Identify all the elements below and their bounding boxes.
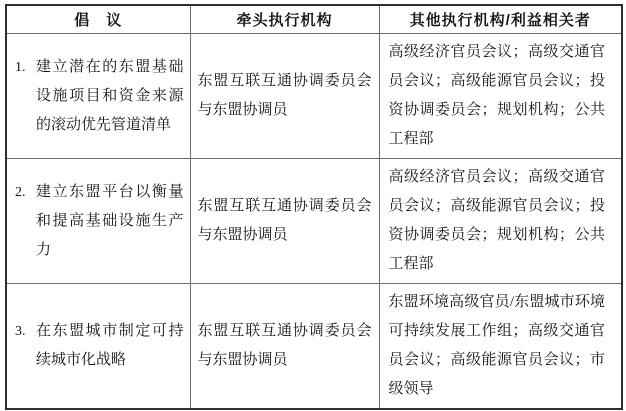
initiative-cell (6, 159, 190, 284)
header-row (6, 5, 622, 34)
stakeholders-cell: 高级经济官员会议；高级交通官员会议；高级能源官员会议；投资协调委员会；规划机构；公共工程部 (379, 159, 622, 284)
header-other-stakeholders: 其他执行机构/利益相关者 (379, 5, 622, 34)
row-number: 2. (15, 184, 26, 200)
lead-agency-cell: 东盟互联互通协调委员会与东盟协调员 (190, 159, 379, 284)
initiative-text: 在东盟城市制定可持续城市化战略 (36, 323, 184, 368)
initiative-item (15, 178, 184, 265)
initiative-text: 建立东盟平台以衡量和提高基础设施生产力 (36, 183, 184, 258)
initiative-item (15, 317, 184, 375)
table-row (6, 34, 622, 159)
row-number: 1. (15, 59, 26, 75)
initiatives-table (5, 4, 623, 410)
initiative-cell (6, 284, 190, 410)
initiative-cell (6, 34, 190, 159)
stakeholders-cell: 东盟环境高级官员/东盟城市环境可持续发展工作组；高级交通官员会议；高级能源官员会议；市级领导 (379, 284, 622, 410)
initiative-item (15, 53, 184, 140)
stakeholders-cell: 高级经济官员会议；高级交通官员会议；高级能源官员会议；投资协调委员会；规划机构；公共工程部 (379, 34, 622, 159)
header-initiative: 倡 议 (6, 5, 190, 34)
table-row (6, 284, 622, 410)
initiative-text: 建立潜在的东盟基础设施项目和资金来源的滚动优先管道清单 (36, 58, 184, 133)
header-lead-agency: 牵头执行机构 (190, 5, 379, 34)
table-row (6, 159, 622, 284)
lead-agency-cell: 东盟互联互通协调委员会与东盟协调员 (190, 34, 379, 159)
row-number: 3. (15, 324, 26, 339)
lead-agency-cell: 东盟互联互通协调委员会与东盟协调员 (190, 284, 379, 410)
